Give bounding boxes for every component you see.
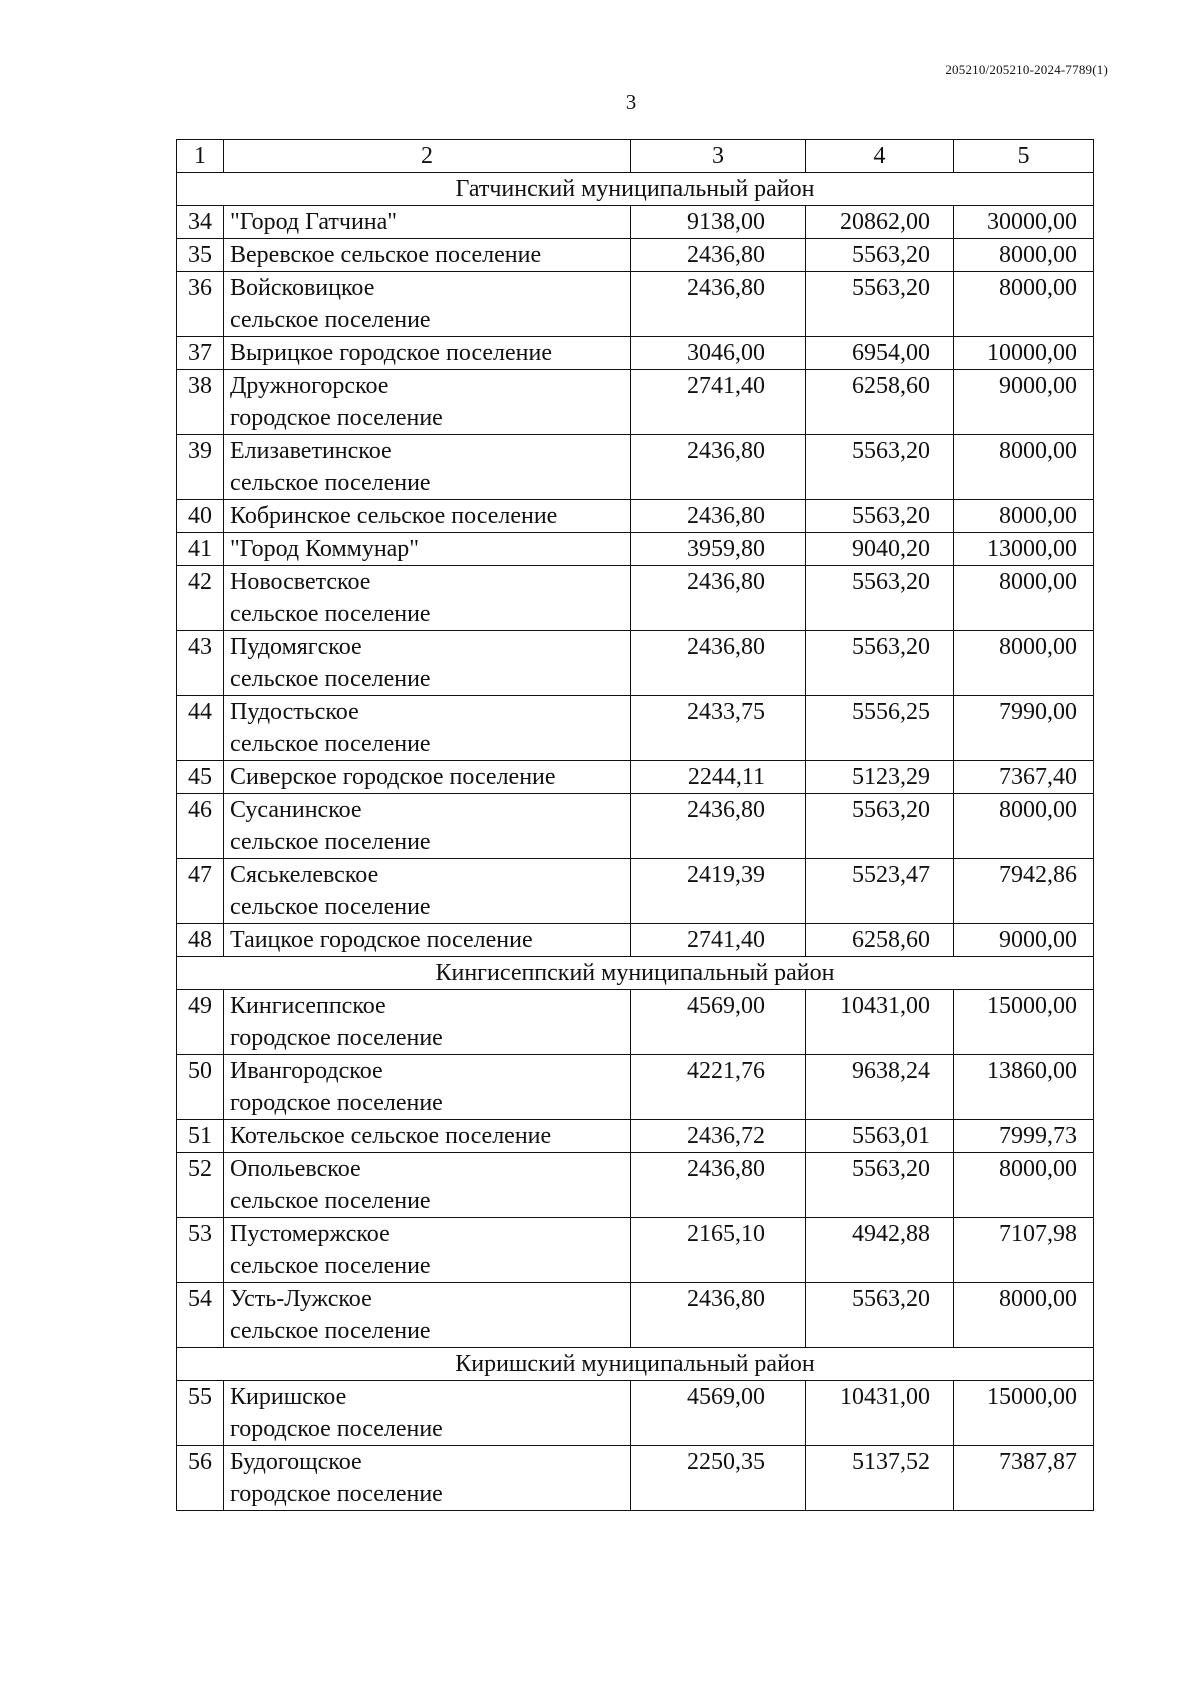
value-col-4: 6954,00: [806, 337, 954, 370]
column-header: 2: [224, 140, 631, 173]
value-col-3: 2436,80: [631, 500, 806, 533]
value-col-3: 2165,10: [631, 1218, 806, 1283]
settlement-name: [224, 1153, 631, 1218]
value-col-4: 9040,20: [806, 533, 954, 566]
settlement-name-line: Сиверское городское поселение: [230, 764, 556, 790]
settlement-name-line: сельское поселение: [230, 894, 431, 920]
value-col-4: 5523,47: [806, 859, 954, 924]
district-name: Гатчинский муниципальный район: [177, 173, 1094, 206]
column-number-row: [177, 140, 1094, 173]
settlement-name-line: Сяськелевское: [230, 862, 379, 888]
value-col-5: 8000,00: [954, 1283, 1094, 1348]
settlement-name-line: Новосветское: [230, 569, 371, 595]
value-col-4: 10431,00: [806, 990, 954, 1055]
row-number: 45: [177, 761, 224, 794]
row-number: 54: [177, 1283, 224, 1348]
settlement-name-line: Сусанинское: [230, 797, 362, 823]
value-col-4: 5563,20: [806, 239, 954, 272]
settlement-name-line: городское поселение: [230, 1025, 443, 1051]
settlement-name-line: Вырицкое городское поселение: [230, 340, 553, 366]
value-col-5: 7990,00: [954, 696, 1094, 761]
row-number: 50: [177, 1055, 224, 1120]
table-row: [177, 1381, 1094, 1446]
settlement-name: [224, 1283, 631, 1348]
settlement-name-line: сельское поселение: [230, 1188, 431, 1214]
settlement-name: [224, 794, 631, 859]
row-number: 46: [177, 794, 224, 859]
value-col-5: 30000,00: [954, 206, 1094, 239]
settlement-name-line: "Город Гатчина": [230, 209, 398, 235]
settlement-name-line: городское поселение: [230, 1416, 443, 1442]
allocation-table: [176, 139, 1094, 1511]
value-col-4: 6258,60: [806, 370, 954, 435]
table-row: [177, 1120, 1094, 1153]
row-number: 34: [177, 206, 224, 239]
value-col-3: 4221,76: [631, 1055, 806, 1120]
value-col-4: 5123,29: [806, 761, 954, 794]
settlement-name-line: Усть-Лужское: [230, 1286, 372, 1312]
table-row: [177, 990, 1094, 1055]
district-row: [177, 1348, 1094, 1381]
value-col-3: 3959,80: [631, 533, 806, 566]
settlement-name: [224, 1120, 631, 1153]
table-body: [177, 140, 1094, 1511]
settlement-name-line: Войсковицкое: [230, 275, 375, 301]
settlement-name-line: Ивангородское: [230, 1058, 383, 1084]
value-col-5: 8000,00: [954, 500, 1094, 533]
value-col-3: 2436,80: [631, 794, 806, 859]
column-header: 3: [631, 140, 806, 173]
settlement-name-line: сельское поселение: [230, 307, 431, 333]
row-number: 43: [177, 631, 224, 696]
value-col-3: 4569,00: [631, 990, 806, 1055]
settlement-name-line: Пустомержское: [230, 1221, 390, 1247]
document-id: 205210/205210-2024-7789(1): [945, 62, 1108, 77]
table-row: [177, 1446, 1094, 1511]
table-row: [177, 206, 1094, 239]
value-col-3: 2436,80: [631, 566, 806, 631]
value-col-5: 8000,00: [954, 794, 1094, 859]
row-number: 35: [177, 239, 224, 272]
settlement-name-line: Пудомягское: [230, 634, 362, 660]
settlement-name-line: Елизаветинское: [230, 438, 392, 464]
table-row: [177, 239, 1094, 272]
value-col-4: 5563,20: [806, 1283, 954, 1348]
value-col-3: 2433,75: [631, 696, 806, 761]
value-col-5: 8000,00: [954, 272, 1094, 337]
value-col-4: 5563,20: [806, 566, 954, 631]
settlement-name-line: городское поселение: [230, 405, 443, 431]
value-col-3: 4569,00: [631, 1381, 806, 1446]
value-col-3: 2436,80: [631, 1153, 806, 1218]
table-row: [177, 1218, 1094, 1283]
value-col-4: 5137,52: [806, 1446, 954, 1511]
value-col-5: 7942,86: [954, 859, 1094, 924]
settlement-name-line: Кингисеппское: [230, 993, 386, 1019]
value-col-3: 2436,80: [631, 1283, 806, 1348]
row-number: 55: [177, 1381, 224, 1446]
value-col-3: 2436,80: [631, 435, 806, 500]
settlement-name-line: Будогощское: [230, 1449, 362, 1475]
value-col-4: 5563,20: [806, 272, 954, 337]
value-col-4: 5563,01: [806, 1120, 954, 1153]
settlement-name-line: городское поселение: [230, 1090, 443, 1116]
value-col-5: 9000,00: [954, 924, 1094, 957]
table-row: [177, 566, 1094, 631]
settlement-name-line: Таицкое городское поселение: [230, 927, 533, 953]
row-number: 38: [177, 370, 224, 435]
value-col-5: 13000,00: [954, 533, 1094, 566]
row-number: 53: [177, 1218, 224, 1283]
settlement-name: [224, 533, 631, 566]
row-number: 41: [177, 533, 224, 566]
value-col-3: 2436,80: [631, 272, 806, 337]
value-col-5: 8000,00: [954, 1153, 1094, 1218]
page-number: 3: [625, 90, 637, 114]
table-row: [177, 370, 1094, 435]
settlement-name-line: сельское поселение: [230, 601, 431, 627]
value-col-4: 5563,20: [806, 1153, 954, 1218]
table-row: [177, 924, 1094, 957]
value-col-3: 2419,39: [631, 859, 806, 924]
settlement-name: [224, 761, 631, 794]
settlement-name-line: Пудостьское: [230, 699, 359, 725]
value-col-5: 10000,00: [954, 337, 1094, 370]
settlement-name: [224, 337, 631, 370]
district-name: Киришский муниципальный район: [177, 1348, 1094, 1381]
value-col-3: 9138,00: [631, 206, 806, 239]
value-col-3: 2436,80: [631, 239, 806, 272]
row-number: 56: [177, 1446, 224, 1511]
value-col-4: 5563,20: [806, 794, 954, 859]
table-row: [177, 435, 1094, 500]
row-number: 39: [177, 435, 224, 500]
value-col-5: 7999,73: [954, 1120, 1094, 1153]
value-col-5: 9000,00: [954, 370, 1094, 435]
settlement-name: [224, 990, 631, 1055]
table-row: [177, 533, 1094, 566]
district-name: Кингисеппский муниципальный район: [177, 957, 1094, 990]
settlement-name: [224, 631, 631, 696]
district-row: [177, 957, 1094, 990]
table-row: [177, 696, 1094, 761]
settlement-name-line: Кобринское сельское поселение: [230, 503, 558, 529]
value-col-4: 4942,88: [806, 1218, 954, 1283]
settlement-name: [224, 566, 631, 631]
value-col-5: 8000,00: [954, 239, 1094, 272]
row-number: 52: [177, 1153, 224, 1218]
settlement-name: [224, 239, 631, 272]
value-col-4: 5563,20: [806, 435, 954, 500]
value-col-4: 5563,20: [806, 500, 954, 533]
settlement-name: [224, 1055, 631, 1120]
row-number: 48: [177, 924, 224, 957]
settlement-name-line: Киришское: [230, 1384, 347, 1410]
value-col-4: 20862,00: [806, 206, 954, 239]
value-col-5: 15000,00: [954, 990, 1094, 1055]
settlement-name: [224, 859, 631, 924]
table-row: [177, 1055, 1094, 1120]
value-col-3: 2250,35: [631, 1446, 806, 1511]
value-col-3: 2436,72: [631, 1120, 806, 1153]
value-col-5: 8000,00: [954, 435, 1094, 500]
settlement-name: [224, 1218, 631, 1283]
value-col-5: 8000,00: [954, 631, 1094, 696]
column-header: 5: [954, 140, 1094, 173]
row-number: 37: [177, 337, 224, 370]
settlement-name: [224, 206, 631, 239]
value-col-5: 7107,98: [954, 1218, 1094, 1283]
table-row: [177, 794, 1094, 859]
value-col-4: 5563,20: [806, 631, 954, 696]
table-row: [177, 1153, 1094, 1218]
settlement-name-line: сельское поселение: [230, 470, 431, 496]
table-row: [177, 859, 1094, 924]
value-col-3: 3046,00: [631, 337, 806, 370]
row-number: 36: [177, 272, 224, 337]
settlement-name-line: сельское поселение: [230, 731, 431, 757]
district-row: [177, 173, 1094, 206]
column-header: 1: [177, 140, 224, 173]
value-col-3: 2436,80: [631, 631, 806, 696]
row-number: 44: [177, 696, 224, 761]
row-number: 51: [177, 1120, 224, 1153]
table-row: [177, 500, 1094, 533]
table-row: [177, 272, 1094, 337]
row-number: 47: [177, 859, 224, 924]
settlement-name: [224, 500, 631, 533]
settlement-name-line: Веревское сельское поселение: [230, 242, 542, 268]
settlement-name-line: сельское поселение: [230, 1318, 431, 1344]
value-col-5: 13860,00: [954, 1055, 1094, 1120]
settlement-name: [224, 924, 631, 957]
settlement-name-line: сельское поселение: [230, 1253, 431, 1279]
value-col-5: 7387,87: [954, 1446, 1094, 1511]
row-number: 40: [177, 500, 224, 533]
value-col-5: 7367,40: [954, 761, 1094, 794]
settlement-name-line: сельское поселение: [230, 829, 431, 855]
value-col-4: 5556,25: [806, 696, 954, 761]
settlement-name: [224, 1446, 631, 1511]
table-row: [177, 631, 1094, 696]
settlement-name-line: городское поселение: [230, 1481, 443, 1507]
settlement-name-line: Котельское сельское поселение: [230, 1123, 552, 1149]
settlement-name: [224, 272, 631, 337]
settlement-name-line: Дружногорское: [230, 373, 389, 399]
row-number: 42: [177, 566, 224, 631]
column-header: 4: [806, 140, 954, 173]
settlement-name: [224, 1381, 631, 1446]
value-col-4: 6258,60: [806, 924, 954, 957]
value-col-4: 9638,24: [806, 1055, 954, 1120]
settlement-name-line: сельское поселение: [230, 666, 431, 692]
value-col-3: 2741,40: [631, 370, 806, 435]
value-col-3: 2244,11: [631, 761, 806, 794]
settlement-name-line: "Город Коммунар": [230, 536, 420, 562]
value-col-5: 15000,00: [954, 1381, 1094, 1446]
settlement-name-line: Опольевское: [230, 1156, 361, 1182]
table-row: [177, 1283, 1094, 1348]
settlement-name: [224, 435, 631, 500]
table-row: [177, 337, 1094, 370]
settlement-name: [224, 370, 631, 435]
value-col-5: 8000,00: [954, 566, 1094, 631]
row-number: 49: [177, 990, 224, 1055]
value-col-3: 2741,40: [631, 924, 806, 957]
settlement-name: [224, 696, 631, 761]
table-row: [177, 761, 1094, 794]
value-col-4: 10431,00: [806, 1381, 954, 1446]
